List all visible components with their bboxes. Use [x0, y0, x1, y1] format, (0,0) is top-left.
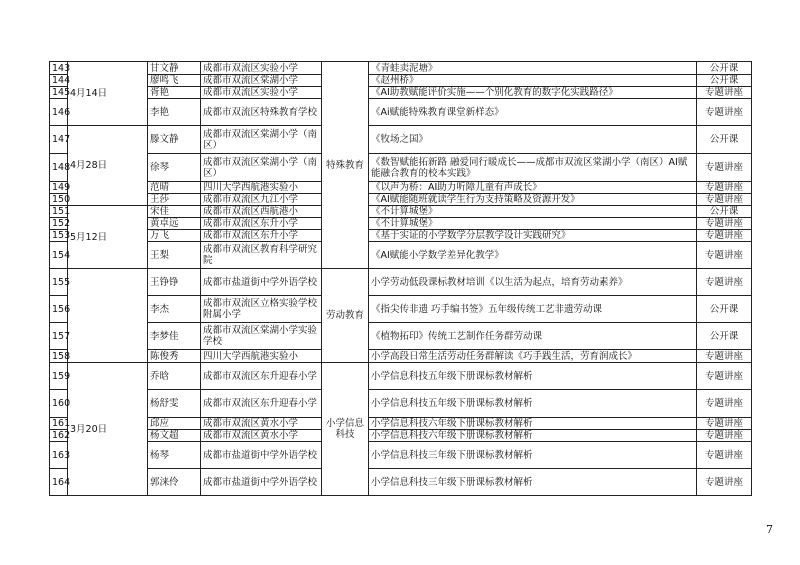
date-cell: 4月14日: [68, 62, 148, 126]
school-name: 成都市盐道街中学外语学校: [201, 442, 322, 469]
activity-type: 公开课: [697, 296, 752, 323]
teacher-name: 万飞: [148, 230, 201, 242]
row-index: 164: [50, 469, 68, 496]
activity-type: 专题讲座: [697, 418, 752, 430]
topic-title: 《AI助教赋能评价实施——个别化教育的数字化实践路径》: [369, 87, 697, 99]
row-index: 146: [50, 99, 68, 126]
school-name: 成都市双流区九江小学: [201, 194, 322, 206]
school-name: 成都市双流区黄水小学: [201, 430, 322, 442]
teacher-name: 范晴: [148, 182, 201, 194]
teacher-name: 廖鸣飞: [148, 75, 201, 87]
table-row: [50, 194, 752, 206]
activity-type: 专题讲座: [697, 350, 752, 363]
row-index: 158: [50, 350, 68, 363]
topic-title: 小学信息科技六年级下册课标教材解析: [369, 418, 697, 430]
school-name: 成都市双流区东升小学: [201, 230, 322, 242]
teacher-name: 邱应: [148, 418, 201, 430]
school-name: 成都市盐道街中学外语学校: [201, 269, 322, 296]
row-index: 145: [50, 87, 68, 99]
table-row: [50, 469, 752, 496]
topic-title: 《指尖传非遗 巧手编书签》五年级传统工艺非遗劳动课: [369, 296, 697, 323]
topic-title: 《植物拓印》传统工艺制作任务群劳动课: [369, 323, 697, 350]
teacher-name: 王铮铮: [148, 269, 201, 296]
date-cell: 5月12日: [68, 206, 148, 269]
table-row: [50, 87, 752, 99]
topic-title: 《以声为桥：AI助力听障儿童有声成长》: [369, 182, 697, 194]
row-index: 159: [50, 363, 68, 390]
row-index: 162: [50, 430, 68, 442]
page-number: 7: [766, 523, 773, 536]
school-name: 成都市双流区东升迎春小学: [201, 390, 322, 418]
row-index: 151: [50, 206, 68, 218]
topic-title: 小学信息科技五年级下册课标教材解析: [369, 390, 697, 418]
date-cell: 3月20日: [68, 363, 148, 496]
activity-type: 专题讲座: [697, 182, 752, 194]
table-row: [50, 269, 752, 296]
subject-cell: 小学信息科技: [322, 363, 369, 496]
table-row: [50, 218, 752, 230]
row-index: 156: [50, 296, 68, 323]
school-name: 成都市双流区教育科学研究院: [201, 242, 322, 269]
topic-title: 《赵州桥》: [369, 75, 697, 87]
table-row: [50, 62, 752, 75]
row-index: 144: [50, 75, 68, 87]
teacher-name: 郭涞伶: [148, 469, 201, 496]
teacher-name: 杨琴: [148, 442, 201, 469]
row-index: 155: [50, 269, 68, 296]
school-name: 四川大学西航港实验小: [201, 182, 322, 194]
topic-title: 小学信息科技六年级下册课标教材解析: [369, 430, 697, 442]
subject-cell: 劳动教育: [322, 269, 369, 363]
row-index: 143: [50, 62, 68, 75]
activity-type: 公开课: [697, 126, 752, 154]
date-cell: [68, 269, 148, 363]
teacher-name: 陈俊秀: [148, 350, 201, 363]
topic-title: 《牧场之国》: [369, 126, 697, 154]
school-name: 成都市双流区东升迎春小学: [201, 363, 322, 390]
teacher-name: 王梨: [148, 242, 201, 269]
row-index: 157: [50, 323, 68, 350]
table-row: [50, 242, 752, 269]
row-index: 150: [50, 194, 68, 206]
teacher-name: 李艳: [148, 99, 201, 126]
activity-type: 专题讲座: [697, 469, 752, 496]
school-name: 成都市双流区棠湖小学实验学校: [201, 323, 322, 350]
activity-type: 公开课: [697, 62, 752, 75]
school-name: 成都市双流区黄水小学: [201, 418, 322, 430]
row-index: 149: [50, 182, 68, 194]
table-row: [50, 75, 752, 87]
school-name: 四川大学西航港实验小: [201, 350, 322, 363]
row-index: 154: [50, 242, 68, 269]
activity-type: 公开课: [697, 323, 752, 350]
teacher-name: 杨文超: [148, 430, 201, 442]
topic-title: 小学高段日常生活劳动任务群解读《巧手践生活，劳育润成长》: [369, 350, 697, 363]
teacher-name: 王莎: [148, 194, 201, 206]
table-row: [50, 430, 752, 442]
topic-title: 《AI赋能随班就读学生行为支持策略及资源开发》: [369, 194, 697, 206]
topic-title: 小学信息科技三年级下册课标教材解析: [369, 442, 697, 469]
school-name: 成都市双流区棠湖小学（南区）: [201, 154, 322, 182]
table-row: [50, 99, 752, 126]
school-name: 成都市双流区东升小学: [201, 218, 322, 230]
topic-title: 《不计算城堡》: [369, 218, 697, 230]
subject-cell: 特殊教育: [322, 62, 369, 269]
activity-type: 专题讲座: [697, 230, 752, 242]
teacher-name: 杨舒雯: [148, 390, 201, 418]
topic-title: 《数智赋能拓新路 融爱同行暖成长——成都市双流区棠湖小学（南区）AI赋能融合教育的校本实践》: [369, 154, 697, 182]
row-index: 147: [50, 126, 68, 154]
topic-title: 小学信息科技五年级下册课标教材解析: [369, 363, 697, 390]
school-name: 成都市双流区棠湖小学（南区）: [201, 126, 322, 154]
table-row: [50, 350, 752, 363]
teacher-name: 李杰: [148, 296, 201, 323]
table-row: [50, 206, 752, 218]
row-index: 152: [50, 218, 68, 230]
school-name: 成都市盐道街中学外语学校: [201, 469, 322, 496]
school-name: 成都市双流区特殊教育学校: [201, 99, 322, 126]
activity-type: 专题讲座: [697, 242, 752, 269]
date-cell: 4月28日: [68, 126, 148, 206]
table-row: [50, 154, 752, 182]
activity-type: 公开课: [697, 75, 752, 87]
teacher-name: 滕文静: [148, 126, 201, 154]
topic-title: 《不计算城堡》: [369, 206, 697, 218]
table-row: [50, 230, 752, 242]
activity-type: 专题讲座: [697, 218, 752, 230]
teacher-name: 宋佳: [148, 206, 201, 218]
teacher-name: 胥艳: [148, 87, 201, 99]
teacher-name: 李梦佳: [148, 323, 201, 350]
row-index: 153: [50, 230, 68, 242]
row-index: 160: [50, 390, 68, 418]
table-row: [50, 126, 752, 154]
activity-type: 专题讲座: [697, 269, 752, 296]
table-row: [50, 363, 752, 390]
topic-title: 《基于实证的小学数学分层教学设计实践研究》: [369, 230, 697, 242]
school-name: 成都市双流区棠湖小学: [201, 75, 322, 87]
table-row: [50, 418, 752, 430]
schedule-table: [49, 61, 752, 496]
activity-type: 公开课: [697, 206, 752, 218]
teacher-name: 乔晗: [148, 363, 201, 390]
teacher-name: 甘文静: [148, 62, 201, 75]
activity-type: 专题讲座: [697, 99, 752, 126]
activity-type: 专题讲座: [697, 442, 752, 469]
teacher-name: 徐琴: [148, 154, 201, 182]
table-row: [50, 390, 752, 418]
topic-title: 小学信息科技三年级下册课标教材解析: [369, 469, 697, 496]
school-name: 成都市双流区实验小学: [201, 62, 322, 75]
activity-type: 专题讲座: [697, 87, 752, 99]
topic-title: 《Ai赋能特殊教育课堂新样态》: [369, 99, 697, 126]
topic-title: 小学劳动低段课标教材培训《以生活为起点，培育劳动素养》: [369, 269, 697, 296]
row-index: 161: [50, 418, 68, 430]
row-index: 148: [50, 154, 68, 182]
teacher-name: 黄卓远: [148, 218, 201, 230]
table-row: [50, 323, 752, 350]
school-name: 成都市双流区西航港小: [201, 206, 322, 218]
school-name: 成都市双流区立格实验学校附属小学: [201, 296, 322, 323]
activity-type: 专题讲座: [697, 154, 752, 182]
table-row: [50, 296, 752, 323]
activity-type: 专题讲座: [697, 194, 752, 206]
activity-type: 专题讲座: [697, 430, 752, 442]
school-name: 成都市双流区实验小学: [201, 87, 322, 99]
row-index: 163: [50, 442, 68, 469]
topic-title: 《青蛙卖泥塘》: [369, 62, 697, 75]
table-row: [50, 182, 752, 194]
table-row: [50, 442, 752, 469]
activity-type: 专题讲座: [697, 390, 752, 418]
topic-title: 《AI赋能小学数学差异化教学》: [369, 242, 697, 269]
activity-type: 专题讲座: [697, 363, 752, 390]
